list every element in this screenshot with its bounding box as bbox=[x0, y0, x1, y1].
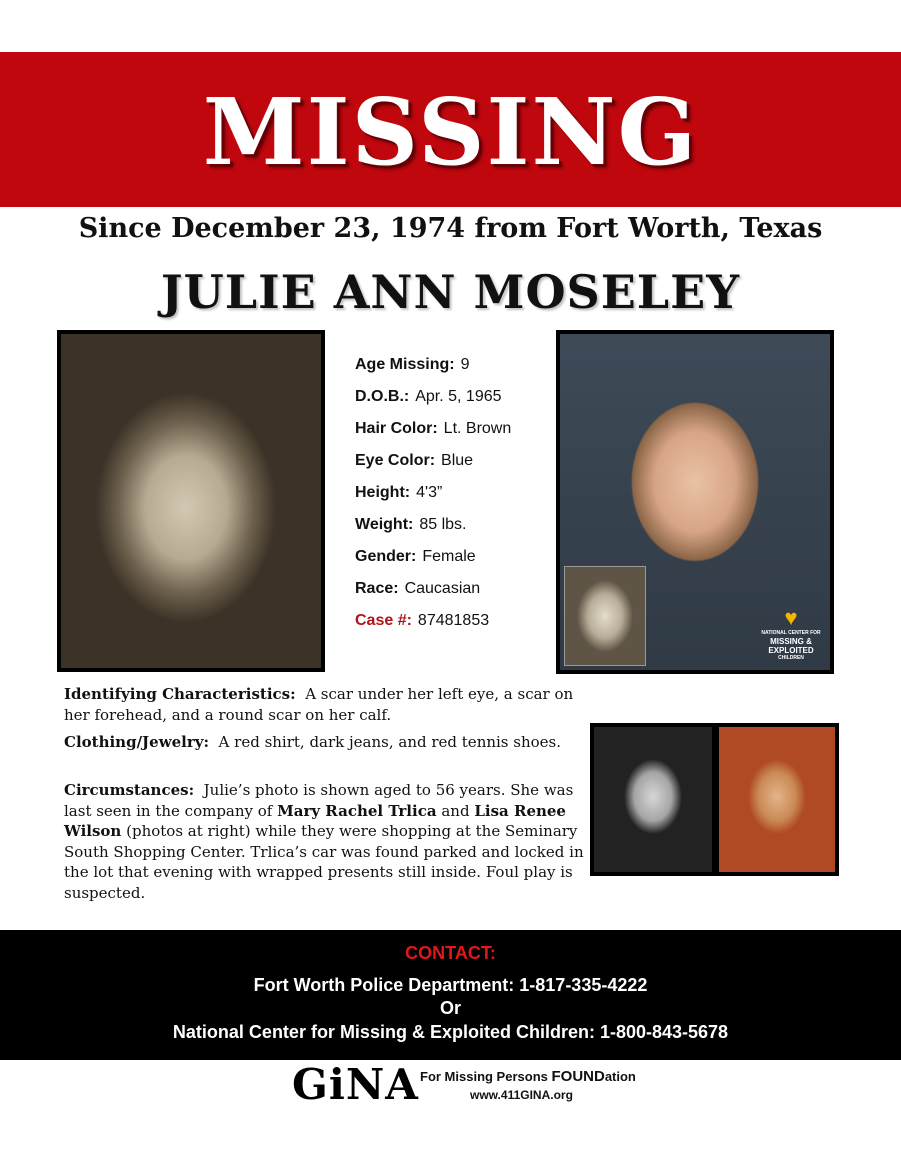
detail-hair-color: Hair Color: Lt. Brown bbox=[355, 420, 512, 437]
detail-age-missing: Age Missing: 9 bbox=[355, 356, 470, 373]
gina-url: www.411GINA.org bbox=[470, 1088, 573, 1102]
inset-original-photo bbox=[564, 566, 646, 666]
detail-case-number: Case #: 87481853 bbox=[355, 612, 490, 629]
contact-police: Fort Worth Police Department: 1-817-335-4222 bbox=[253, 975, 648, 995]
contact-or: Or bbox=[439, 998, 461, 1018]
ncmec-logo: ♥ NATIONAL CENTER FOR MISSING & EXPLOITED CHILDREN bbox=[758, 606, 824, 662]
contact-section bbox=[0, 930, 901, 1060]
detail-weight: Weight: 85 lbs. bbox=[355, 516, 467, 533]
detail-dob: D.O.B.: Apr. 5, 1965 bbox=[355, 388, 502, 405]
person-name: JULIE ANN MOSELEY bbox=[160, 265, 741, 319]
missing-since-line: Since December 23, 1974 from Fort Worth, Texas bbox=[78, 213, 823, 244]
circumstances: Circumstances: Julie’s photo is shown aged to 56 years. She was last seen in the company of Mary Rachel Trlica and Lisa Renee Wilson (photos at right) while they were shopping at the Seminary South Shopping Center. Trlica’s car was found parked and locked in the lot that evening with wrapped presents still inside. Foul play is suspected. bbox=[64, 781, 584, 902]
detail-gender: Gender: Female bbox=[355, 548, 476, 565]
identifying-characteristics: Identifying Characteristics: A scar under her left eye, a scar on her forehead, and a round scar on her calf. bbox=[64, 685, 574, 724]
contact-heading: CONTACT: bbox=[405, 943, 496, 963]
ncmec-children-icon: ♥ bbox=[784, 605, 798, 630]
details-list bbox=[355, 352, 555, 640]
missing-banner bbox=[0, 52, 901, 207]
photo-at-disappearance bbox=[57, 330, 325, 672]
gina-tagline: For Missing Persons FOUNDation bbox=[420, 1068, 636, 1085]
detail-race: Race: Caucasian bbox=[355, 580, 481, 597]
photo-lisa-renee-wilson bbox=[715, 723, 839, 876]
detail-height: Height: 4'3” bbox=[355, 484, 443, 501]
gina-logo: GiNA bbox=[292, 1060, 419, 1109]
clothing-jewelry: Clothing/Jewelry: A red shirt, dark jeans, and red tennis shoes. bbox=[64, 733, 562, 751]
contact-ncmec: National Center for Missing & Exploited Children: 1-800-843-5678 bbox=[172, 1022, 729, 1042]
detail-eye-color: Eye Color: Blue bbox=[355, 452, 474, 469]
photo-mary-rachel-trlica bbox=[590, 723, 716, 876]
missing-title: MISSING bbox=[202, 78, 699, 186]
age-progressed-photo bbox=[556, 330, 834, 674]
